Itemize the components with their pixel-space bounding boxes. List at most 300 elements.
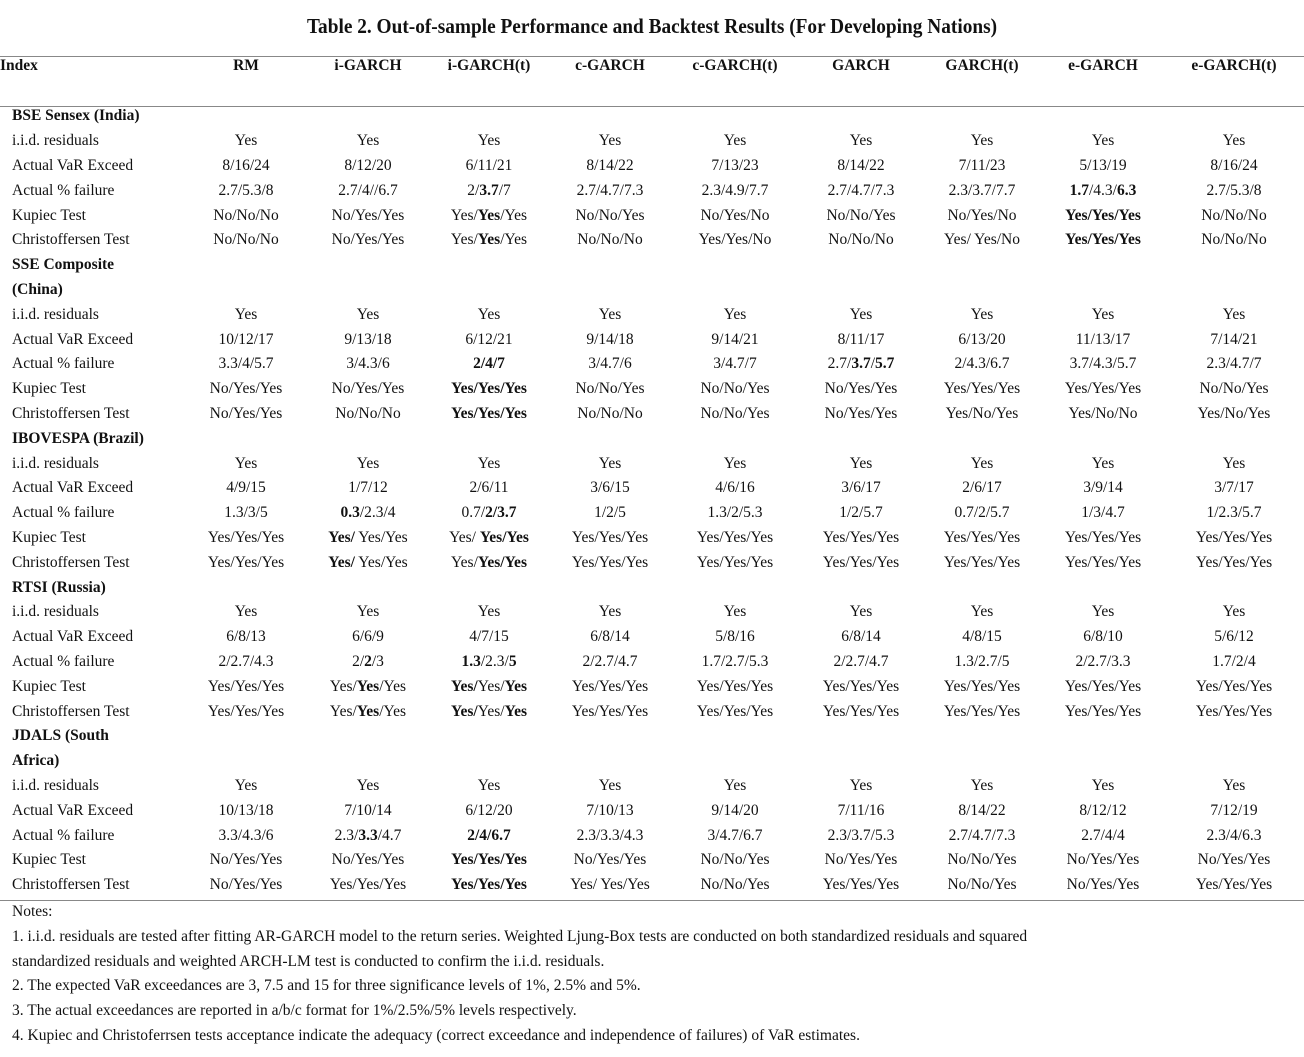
table-cell [922, 674, 1042, 699]
table-cell [184, 501, 308, 526]
cell-text: Yes [1091, 305, 1115, 323]
row-label: Actual % failure [12, 355, 115, 373]
row-label: Actual VaR Exceed [12, 330, 134, 348]
table-cell [550, 402, 670, 427]
cell-text: No/Yes/No [700, 206, 770, 224]
cell-text: 10/12/17 [218, 330, 274, 348]
table-cell [1042, 650, 1164, 675]
cell-text: /4.3/ [1089, 181, 1117, 199]
table-cell [670, 476, 800, 501]
cell-text: 2.3/4/6.3 [1206, 826, 1262, 844]
table-cell [922, 550, 1042, 575]
cell-text: 3.7/4.3/5.7 [1069, 355, 1137, 373]
row-label: Actual % failure [12, 826, 115, 844]
table-cell [922, 848, 1042, 873]
cell-text: No/Yes/Yes [209, 404, 283, 422]
cell-text: Yes [598, 776, 622, 794]
table-cell [308, 451, 428, 476]
table-cell [184, 650, 308, 675]
cell-text: Yes/Yes/Yes [943, 528, 1021, 546]
cell-text: 6/8/14 [841, 628, 881, 646]
cell-text: No/Yes/Yes [824, 851, 898, 869]
cell-text: 9/14/18 [586, 330, 634, 348]
table-cell [1164, 228, 1304, 253]
cell-text: Yes [477, 454, 501, 472]
table-cell [308, 798, 428, 823]
cell-text: 11/13/17 [1075, 330, 1131, 348]
cell-text: Yes/Yes/Yes [1064, 702, 1142, 720]
column-header: RM [233, 57, 259, 74]
cell-text: Yes/Yes/Yes [1195, 528, 1273, 546]
table-cell [428, 625, 550, 650]
table-cell [670, 699, 800, 724]
cell-text: 1.7/2.7/5.3 [701, 652, 769, 670]
section-name: SSE Composite [12, 256, 115, 274]
cell-text: Yes/Yes/Yes [943, 677, 1021, 695]
cell-text-bold: 5 [508, 652, 517, 670]
note-line: 2. The expected VaR exceedances are 3, 7.5 and 15 for three significance levels of 1%, 2.5% and 5%. [12, 977, 641, 995]
cell-text: 7/12/19 [1210, 801, 1258, 819]
row-label: Actual % failure [12, 652, 115, 670]
table-cell [922, 327, 1042, 352]
row-label: Actual VaR Exceed [12, 801, 134, 819]
table-cell [922, 699, 1042, 724]
table-cell [428, 327, 550, 352]
table-cell [1164, 526, 1304, 551]
table-cell [308, 377, 428, 402]
table-cell [428, 823, 550, 848]
table-cell [308, 625, 428, 650]
table-cell [670, 625, 800, 650]
cell-text: 4/7/15 [469, 628, 509, 646]
cell-text: 2/2.7/3.3 [1075, 652, 1131, 670]
section-name: (China) [12, 280, 63, 298]
table-cell [550, 501, 670, 526]
cell-text: Yes [1091, 776, 1115, 794]
cell-text: Yes/Yes/Yes [571, 528, 649, 546]
table-cell [1042, 600, 1164, 625]
section-header-row [0, 104, 1304, 129]
cell-text: Yes [1222, 305, 1246, 323]
cell-text: 2.7/5.3/8 [218, 181, 274, 199]
cell-text-bold: 6.3 [1117, 181, 1137, 199]
table-cell [428, 650, 550, 675]
cell-text: 5/6/12 [1214, 628, 1254, 646]
table-cell [308, 228, 428, 253]
table-cell [1042, 798, 1164, 823]
section-name: BSE Sensex (India) [12, 107, 140, 125]
cell-text: Yes [723, 603, 747, 621]
cell-text-bold: Yes [356, 677, 380, 695]
table-cell [922, 203, 1042, 228]
cell-text: 8/14/22 [586, 156, 634, 174]
cell-text: No/No/No [1201, 206, 1267, 224]
cell-text: No/Yes/Yes [331, 851, 405, 869]
table-cell [800, 228, 922, 253]
table-cell [428, 203, 550, 228]
cell-text: Yes/ [477, 702, 505, 720]
table-cell [922, 873, 1042, 898]
cell-text: Yes/Yes [354, 528, 408, 546]
row-label: i.i.d. residuals [12, 305, 99, 323]
table-cell [550, 178, 670, 203]
cell-text: Yes [234, 776, 258, 794]
table-cell [800, 402, 922, 427]
cell-text: Yes/Yes/Yes [1064, 528, 1142, 546]
table-cell [550, 129, 670, 154]
table-cell [550, 526, 670, 551]
cell-text: Yes [849, 603, 873, 621]
cell-text: No/No/No [213, 231, 279, 249]
cell-text: 9/13/18 [344, 330, 392, 348]
cell-text: 5/8/16 [715, 628, 755, 646]
table-cell [428, 154, 550, 179]
cell-text-bold: 3.7 [479, 181, 499, 199]
cell-text-bold: Yes [504, 702, 527, 720]
cell-text: No/No/Yes [575, 206, 645, 224]
table-cell [670, 402, 800, 427]
table-cell [800, 154, 922, 179]
cell-text: 3.3/4/5.7 [218, 355, 274, 373]
table-body [0, 104, 1304, 898]
cell-text: Yes [970, 776, 994, 794]
table-cell [428, 178, 550, 203]
column-header: c-GARCH [575, 57, 645, 74]
table-cell [1164, 501, 1304, 526]
cell-text: Yes/Yes/Yes [696, 553, 774, 571]
table-cell [308, 178, 428, 203]
table-cell [800, 451, 922, 476]
table-cell [184, 352, 308, 377]
table-cell [1042, 228, 1164, 253]
table-row [0, 774, 1304, 799]
table-cell [1164, 451, 1304, 476]
cell-text: Yes/Yes/Yes [822, 702, 900, 720]
cell-text: Yes/Yes/Yes [822, 876, 900, 894]
table-cell [550, 550, 670, 575]
cell-text: /7 [498, 181, 511, 199]
cell-text: Yes [1091, 132, 1115, 150]
column-header: i-GARCH [334, 57, 402, 74]
cell-text: 2.7/4//6.7 [338, 181, 398, 199]
table-cell [1042, 699, 1164, 724]
cell-text: Yes [234, 132, 258, 150]
section-name: JDALS (South [12, 727, 109, 745]
cell-text: Yes/Yes/Yes [571, 677, 649, 695]
table-cell [1164, 823, 1304, 848]
cell-text: Yes/Yes/Yes [207, 553, 285, 571]
table-cell [308, 129, 428, 154]
table-cell [1042, 352, 1164, 377]
table-row [0, 798, 1304, 823]
table-cell [550, 327, 670, 352]
table-cell [670, 674, 800, 699]
cell-text: 8/14/22 [837, 156, 885, 174]
table-cell [1164, 203, 1304, 228]
table-cell [1042, 476, 1164, 501]
table-row [0, 848, 1304, 873]
table-cell [800, 203, 922, 228]
table-cell [922, 377, 1042, 402]
table-cell [1164, 674, 1304, 699]
table-cell [550, 600, 670, 625]
table-cell [800, 873, 922, 898]
table-cell [184, 848, 308, 873]
table-cell [922, 798, 1042, 823]
table-cell [1164, 129, 1304, 154]
table-cell [670, 178, 800, 203]
cell-text: 2.7/4.7/7.3 [576, 181, 644, 199]
table-cell [1164, 402, 1304, 427]
cell-text: Yes [356, 132, 380, 150]
cell-text: No/No/Yes [947, 876, 1017, 894]
table-cell [308, 823, 428, 848]
cell-text: /2.3/ [480, 652, 509, 670]
table-cell [1042, 674, 1164, 699]
cell-text: Yes/Yes/Yes [1195, 876, 1273, 894]
cell-text: 8/16/24 [1210, 156, 1258, 174]
cell-text: Yes [598, 305, 622, 323]
table-cell [308, 674, 428, 699]
table-cell [800, 526, 922, 551]
cell-text: 2.7/ [827, 355, 852, 373]
cell-text: No/No/No [1201, 231, 1267, 249]
cell-text: Yes [1222, 132, 1246, 150]
cell-text: Yes/Yes/Yes [1064, 380, 1142, 398]
table-row [0, 402, 1304, 427]
table-cell [1164, 798, 1304, 823]
table-row [0, 699, 1304, 724]
table-cell [1164, 625, 1304, 650]
cell-text: 6/12/20 [465, 801, 513, 819]
cell-text: Yes [477, 305, 501, 323]
cell-text: No/Yes/Yes [573, 851, 647, 869]
table-cell [550, 823, 670, 848]
cell-text: Yes/Yes/Yes [1195, 702, 1273, 720]
table-cell [800, 650, 922, 675]
table-cell [800, 501, 922, 526]
table-cell [550, 377, 670, 402]
cell-text: 2.3/3.3/4.3 [576, 826, 644, 844]
table-cell [670, 798, 800, 823]
table-cell [184, 550, 308, 575]
cell-text-bold: 2/4/7 [473, 355, 505, 373]
cell-text: Yes/ [329, 702, 357, 720]
table-cell [1042, 178, 1164, 203]
table-cell [550, 774, 670, 799]
table-cell [184, 178, 308, 203]
note-line: standardized residuals and weighted ARCH-LM test is conducted to confirm the i.i.d. residuals. [12, 952, 605, 970]
table-cell [800, 798, 922, 823]
cell-text: Yes/Yes/Yes [822, 677, 900, 695]
cell-text: No/Yes/Yes [331, 380, 405, 398]
table-cell [1042, 451, 1164, 476]
table-cell [428, 352, 550, 377]
cell-text: 6/12/21 [465, 330, 513, 348]
table-cell [428, 550, 550, 575]
cell-text: Yes/Yes/Yes [943, 380, 1021, 398]
table-header [0, 56, 1304, 109]
note-line: 1. i.i.d. residuals are tested after fitting AR-GARCH model to the return series. Weighted Ljung-Box tests are conducted on both standardized residuals and squared [12, 927, 1028, 945]
table-cell [1164, 302, 1304, 327]
cell-text: 2.7/4/4 [1081, 826, 1125, 844]
table-cell [184, 674, 308, 699]
cell-text: Yes/No/Yes [1197, 404, 1271, 422]
table-cell [1164, 377, 1304, 402]
table-cell [308, 650, 428, 675]
cell-text: 7/10/13 [586, 801, 634, 819]
table-cell [184, 526, 308, 551]
cell-text: 6/11/21 [465, 156, 513, 174]
cell-text-bold: Yes/Yes [479, 528, 529, 546]
table-cell [922, 228, 1042, 253]
cell-text: Yes [849, 454, 873, 472]
cell-text: 3/4.7/7 [713, 355, 757, 373]
table-row [0, 203, 1304, 228]
cell-text: 3/4.7/6.7 [707, 826, 763, 844]
row-label: Actual VaR Exceed [12, 156, 134, 174]
table-cell [800, 327, 922, 352]
table-row [0, 228, 1304, 253]
table-cell [1042, 823, 1164, 848]
cell-text-bold: Yes [504, 677, 527, 695]
cell-text: 3/4.7/6 [588, 355, 632, 373]
table-cell [670, 352, 800, 377]
table-row [0, 476, 1304, 501]
table-cell [550, 674, 670, 699]
table-cell [1042, 625, 1164, 650]
row-label: Kupiec Test [12, 528, 86, 546]
table-row [0, 550, 1304, 575]
cell-text-bold: Yes [477, 231, 501, 249]
row-label: i.i.d. residuals [12, 776, 99, 794]
table-cell [800, 352, 922, 377]
table-cell [670, 550, 800, 575]
table-cell [1042, 154, 1164, 179]
table-cell [308, 699, 428, 724]
table-cell [800, 129, 922, 154]
cell-text: /3 [371, 652, 384, 670]
table-cell [184, 873, 308, 898]
cell-text: 9/14/21 [711, 330, 759, 348]
cell-text-bold: 2 [364, 652, 372, 670]
table-cell [1164, 154, 1304, 179]
cell-text-bold: 2/3.7 [485, 504, 517, 522]
table-row [0, 352, 1304, 377]
row-label: Christoffersen Test [12, 231, 130, 249]
table-cell [550, 302, 670, 327]
table-cell [550, 228, 670, 253]
cell-text: 2.7/5.3/8 [1206, 181, 1262, 199]
cell-text: 3/6/15 [590, 479, 630, 497]
cell-text: Yes/ [449, 528, 480, 546]
note-line: 4. Kupiec and Christoferrsen tests acceptance indicate the adequacy (correct exceedance and independence of failures) of VaR estimates. [12, 1026, 860, 1044]
table-cell [922, 352, 1042, 377]
cell-text: Yes/Yes/Yes [1195, 553, 1273, 571]
cell-text: Yes/ [450, 231, 478, 249]
cell-text: Yes/Yes/Yes [696, 677, 774, 695]
cell-text: 1/2/5 [594, 504, 626, 522]
cell-text: Yes [234, 305, 258, 323]
table-cell [670, 501, 800, 526]
table-cell [428, 674, 550, 699]
cell-text: Yes [723, 305, 747, 323]
cell-text: 8/12/12 [1079, 801, 1127, 819]
cell-text: No/No/Yes [700, 851, 770, 869]
cell-text: Yes [970, 305, 994, 323]
table-cell [184, 798, 308, 823]
row-label: Actual % failure [12, 181, 115, 199]
table-cell [670, 228, 800, 253]
cell-text: 6/8/10 [1083, 628, 1123, 646]
table-cell [670, 129, 800, 154]
cell-text: No/No/Yes [1199, 380, 1269, 398]
table-cell [922, 451, 1042, 476]
table-cell [308, 302, 428, 327]
cell-text: Yes/Yes/Yes [822, 528, 900, 546]
row-label: Christoffersen Test [12, 404, 130, 422]
table-cell [184, 451, 308, 476]
table-cell [800, 774, 922, 799]
table-cell [1042, 129, 1164, 154]
table-cell [428, 848, 550, 873]
table-cell [1042, 302, 1164, 327]
table-notes [12, 900, 1292, 1049]
cell-text: No/No/Yes [826, 206, 896, 224]
table-cell [428, 600, 550, 625]
cell-text: No/No/No [577, 404, 643, 422]
cell-text: 6/13/20 [958, 330, 1006, 348]
cell-text: 5/13/19 [1079, 156, 1127, 174]
cell-text: Yes [598, 132, 622, 150]
table-cell [922, 600, 1042, 625]
cell-text: No/No/Yes [575, 380, 645, 398]
cell-text: 8/16/24 [222, 156, 270, 174]
table-row [0, 823, 1304, 848]
table-cell [428, 501, 550, 526]
cell-text: Yes [970, 132, 994, 150]
table-cell [1042, 203, 1164, 228]
table-cell [800, 377, 922, 402]
cell-text: 0.7/2/5.7 [954, 504, 1010, 522]
cell-text: Yes [477, 776, 501, 794]
cell-text: Yes [598, 454, 622, 472]
table-cell [428, 873, 550, 898]
cell-text: No/No/No [828, 231, 894, 249]
table-row [0, 154, 1304, 179]
cell-text: 2/ [352, 652, 365, 670]
section-header-row [0, 575, 1304, 600]
cell-text: 4/8/15 [962, 628, 1002, 646]
cell-text-bold: Yes/Yes/Yes [1065, 231, 1141, 249]
table-row [0, 873, 1304, 898]
section-header-row [0, 426, 1304, 451]
table-title: Table 2. Out-of-sample Performance and Backtest Results (For Developing Nations) [306, 14, 998, 38]
cell-text: Yes/No/No [1068, 404, 1138, 422]
section-header-row [0, 278, 1304, 303]
cell-text-bold: Yes [477, 206, 501, 224]
table-row [0, 327, 1304, 352]
table-cell [308, 526, 428, 551]
table-cell [308, 352, 428, 377]
cell-text: /4.7 [377, 826, 402, 844]
cell-text: No/No/No [335, 404, 401, 422]
table-cell [800, 625, 922, 650]
cell-text: 6/8/14 [590, 628, 630, 646]
row-label: Christoffersen Test [12, 553, 130, 571]
table-cell [308, 203, 428, 228]
cell-text: Yes [723, 776, 747, 794]
